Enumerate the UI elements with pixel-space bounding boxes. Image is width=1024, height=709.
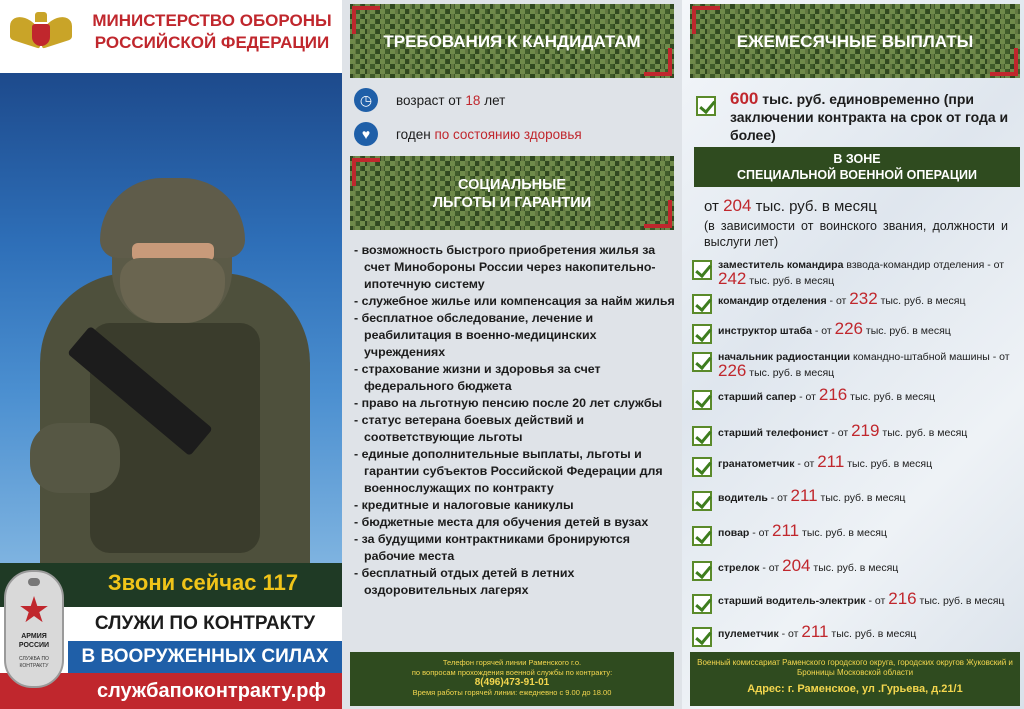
check-icon — [692, 426, 712, 446]
from-prefix: от — [704, 198, 724, 215]
check-icon — [692, 352, 712, 372]
hotline-hours: Время работы горячей линии: ежедневно с 9.00 до 18.00 — [412, 688, 612, 697]
position-pay-unit: тыс. руб. в месяц — [810, 562, 899, 574]
check-icon — [692, 294, 712, 314]
right-column — [682, 0, 1024, 709]
position-title: старший водитель-электрик — [718, 595, 866, 607]
age-requirement — [354, 88, 674, 114]
svo-line1: В ЗОНЕ — [833, 152, 881, 166]
position-pay-value: 226 — [834, 319, 864, 338]
clock-icon: ◷ — [354, 88, 378, 112]
position-from: - от — [828, 427, 852, 439]
position-title: гранатометчик — [718, 458, 795, 470]
position-pay-value: 211 — [790, 486, 818, 505]
position-pay-row — [718, 421, 1020, 440]
position-pay-unit: тыс. руб. в месяц — [877, 295, 966, 307]
list-item: - возможность быстрого приобретения жилья за счет Минобороны России через накопительно-ипотечную систему — [354, 243, 656, 291]
position-pay-unit: тыс. руб. в месяц — [746, 275, 835, 287]
position-pay-value: 216 — [818, 385, 848, 404]
position-from: - от — [865, 595, 889, 607]
dogtag-line1: АРМИЯ — [21, 633, 47, 640]
age-prefix: возраст от — [396, 93, 466, 108]
position-pay-row — [718, 521, 1020, 540]
position-pay-unit: тыс. руб. в месяц — [799, 527, 887, 539]
army-of-russia-dogtag — [4, 570, 64, 688]
list-item: - бесплатное обследование, лечение и реабилитация в военно-медицинских учреждениях — [354, 311, 597, 359]
from-suffix: тыс. руб. в месяц — [751, 198, 877, 215]
call-now-text: Звони сейчас 117 — [107, 570, 299, 595]
double-headed-eagle-icon — [10, 10, 72, 62]
position-from: командно-штабной машины - от — [850, 351, 1010, 363]
position-pay-row — [718, 258, 1020, 288]
health-prefix: годен — [396, 127, 435, 142]
dogtag-line2: РОССИИ — [18, 642, 50, 649]
position-title: старший телефонист — [718, 427, 829, 439]
middle-column — [342, 0, 682, 709]
payments-title: ЕЖЕМЕСЯЧНЫЕ ВЫПЛАТЫ — [736, 32, 974, 51]
hotline-line2: по вопросам прохождения военной службы по контракту: — [411, 668, 613, 677]
from-note: (в зависимости от воинского звания, должности и выслуги лет) — [704, 219, 1008, 249]
requirements-header — [350, 4, 674, 78]
payments-header — [690, 4, 1020, 78]
position-title: командир отделения — [718, 295, 827, 307]
svo-band — [694, 147, 1020, 187]
check-icon — [692, 491, 712, 511]
health-value: по состоянию здоровья — [434, 127, 582, 142]
position-pay-value: 226 — [718, 361, 747, 380]
benefits-list — [352, 242, 676, 599]
list-item: - за будущими контрактниками бронируются рабочие места — [354, 532, 630, 563]
position-pay-value: 211 — [772, 521, 800, 540]
health-requirement — [354, 122, 674, 148]
check-icon — [692, 390, 712, 410]
position-pay-row — [718, 452, 1020, 471]
position-title: старший сапер — [718, 391, 797, 403]
social-title-line1: СОЦИАЛЬНЫЕ — [458, 177, 566, 193]
list-item: - бесплатный отдых детей в летних оздоровительных лагерях — [354, 566, 575, 597]
position-pay-unit: тыс. руб. в месяц — [863, 325, 951, 337]
position-pay-value: 242 — [718, 269, 747, 288]
position-pay-unit: тыс. руб. в месяц — [828, 628, 917, 640]
address-footer — [690, 652, 1020, 706]
position-pay-row — [718, 289, 1020, 308]
soldier-figure — [20, 123, 320, 563]
red-star-icon: ★ — [17, 589, 51, 630]
position-from: - от — [778, 628, 802, 640]
from-amount — [704, 196, 1004, 216]
position-pay-value: 219 — [851, 421, 880, 440]
requirements-title: ТРЕБОВАНИЯ К КАНДИДАТАМ — [383, 32, 641, 51]
check-icon — [692, 260, 712, 280]
list-item: - единые дополнительные выплаты, льготы и гарантии субъектов Российской Федерации для военнослужащих по контракту — [354, 447, 663, 495]
position-from: - от — [759, 562, 783, 574]
armed-forces-line: В ВООРУЖЕННЫХ СИЛАХ — [68, 641, 342, 673]
position-pay-unit: тыс. руб. в месяц — [847, 391, 936, 403]
list-item: - бюджетные места для обучения детей в вузах — [354, 515, 649, 529]
list-item: - кредитные и налоговые каникулы — [354, 498, 574, 512]
soldier-photo — [0, 73, 342, 563]
position-pay-value: 232 — [849, 289, 878, 308]
position-pay-unit: тыс. руб. в месяц — [844, 458, 933, 470]
list-item: - страхование жизни и здоровья за счет федерального бюджета — [354, 362, 601, 393]
position-title: повар — [718, 527, 750, 539]
heart-pulse-icon: ♥ — [354, 122, 378, 146]
position-from: - от — [794, 458, 818, 470]
website-link[interactable]: службапоконтракту.рф — [0, 673, 342, 709]
position-pay-unit: тыс. руб. в месяц — [817, 492, 906, 504]
check-icon — [692, 324, 712, 344]
position-pay-unit: тыс. руб. в месяц — [746, 367, 835, 379]
check-icon — [692, 457, 712, 477]
position-pay-unit: тыс. руб. в месяц — [879, 427, 968, 439]
lumpsum-payment — [730, 90, 1020, 144]
position-from: - от — [767, 492, 791, 504]
position-from: - от — [826, 295, 850, 307]
check-icon — [692, 627, 712, 647]
dogtag-sub: СЛУЖБА ПО КОНТРАКТУ — [19, 656, 49, 669]
position-pay-row — [718, 319, 1020, 338]
hotline-line1: Телефон горячей линии Раменского г.о. — [442, 658, 582, 667]
position-from: взвода-командир отделения - от — [843, 259, 1005, 271]
position-pay-row — [718, 385, 1020, 404]
position-pay-row — [718, 350, 1020, 380]
position-pay-row — [718, 486, 1020, 505]
position-title: пулеметчик — [718, 628, 779, 640]
hotline-phone[interactable]: 8(496)473-91-01 — [474, 677, 550, 688]
position-pay-unit: тыс. руб. в месяц — [916, 595, 1005, 607]
lumpsum-text: тыс. руб. единовременно (при заключении контракта на срок от года и более) — [730, 91, 1009, 143]
ministry-header — [0, 0, 342, 73]
check-icon — [692, 526, 712, 546]
list-item: - право на льготную пенсию после 20 лет службы — [354, 396, 663, 410]
position-from: - от — [749, 527, 772, 539]
position-pay-value: 204 — [782, 556, 811, 575]
social-title — [350, 176, 674, 212]
lumpsum-value: 600 — [730, 89, 759, 108]
position-from: - от — [811, 325, 835, 337]
check-icon — [692, 594, 712, 614]
age-suffix: лет — [480, 93, 506, 108]
social-header — [350, 156, 674, 230]
hotline-footer — [350, 652, 674, 706]
check-icon — [696, 96, 716, 116]
commissariat-name: Военный комиссариат Раменского городского округа, городских округов Жуковский и Бронницы Московской области — [697, 658, 1013, 677]
position-pay-row — [718, 589, 1020, 608]
check-icon — [692, 561, 712, 581]
address-line: Адрес: г. Раменское, ул .Гурьева, д.21/1 — [747, 683, 963, 695]
position-title: стрелок — [718, 562, 760, 574]
from-value: 204 — [723, 196, 752, 215]
position-pay-row — [718, 622, 1020, 641]
age-value: 18 — [465, 93, 481, 108]
position-title: начальник радиостанции — [718, 351, 851, 363]
position-title: водитель — [718, 492, 768, 504]
position-from: - от — [796, 391, 819, 403]
position-pay-row — [718, 556, 1020, 575]
list-item: - статус ветерана боевых действий и соответствующие льготы — [354, 413, 585, 444]
position-pay-value: 216 — [888, 589, 917, 608]
position-pay-value: 211 — [817, 452, 845, 471]
left-column — [0, 0, 342, 709]
position-title: инструктор штаба — [718, 325, 812, 337]
social-title-line2: ЛЬГОТЫ И ГАРАНТИИ — [432, 195, 592, 211]
position-pay-value: 211 — [801, 622, 829, 641]
list-item: - служебное жилье или компенсация за найм жилья — [354, 294, 675, 308]
serve-contract-line: СЛУЖИ ПО КОНТРАКТУ — [68, 607, 342, 641]
position-title: заместитель командира — [718, 259, 844, 271]
ministry-title: МИНИСТЕРСТВО ОБОРОНЫ РОССИЙСКОЙ ФЕДЕРАЦИИ — [92, 11, 332, 52]
svo-line2: СПЕЦИАЛЬНОЙ ВОЕННОЙ ОПЕРАЦИИ — [736, 168, 978, 182]
